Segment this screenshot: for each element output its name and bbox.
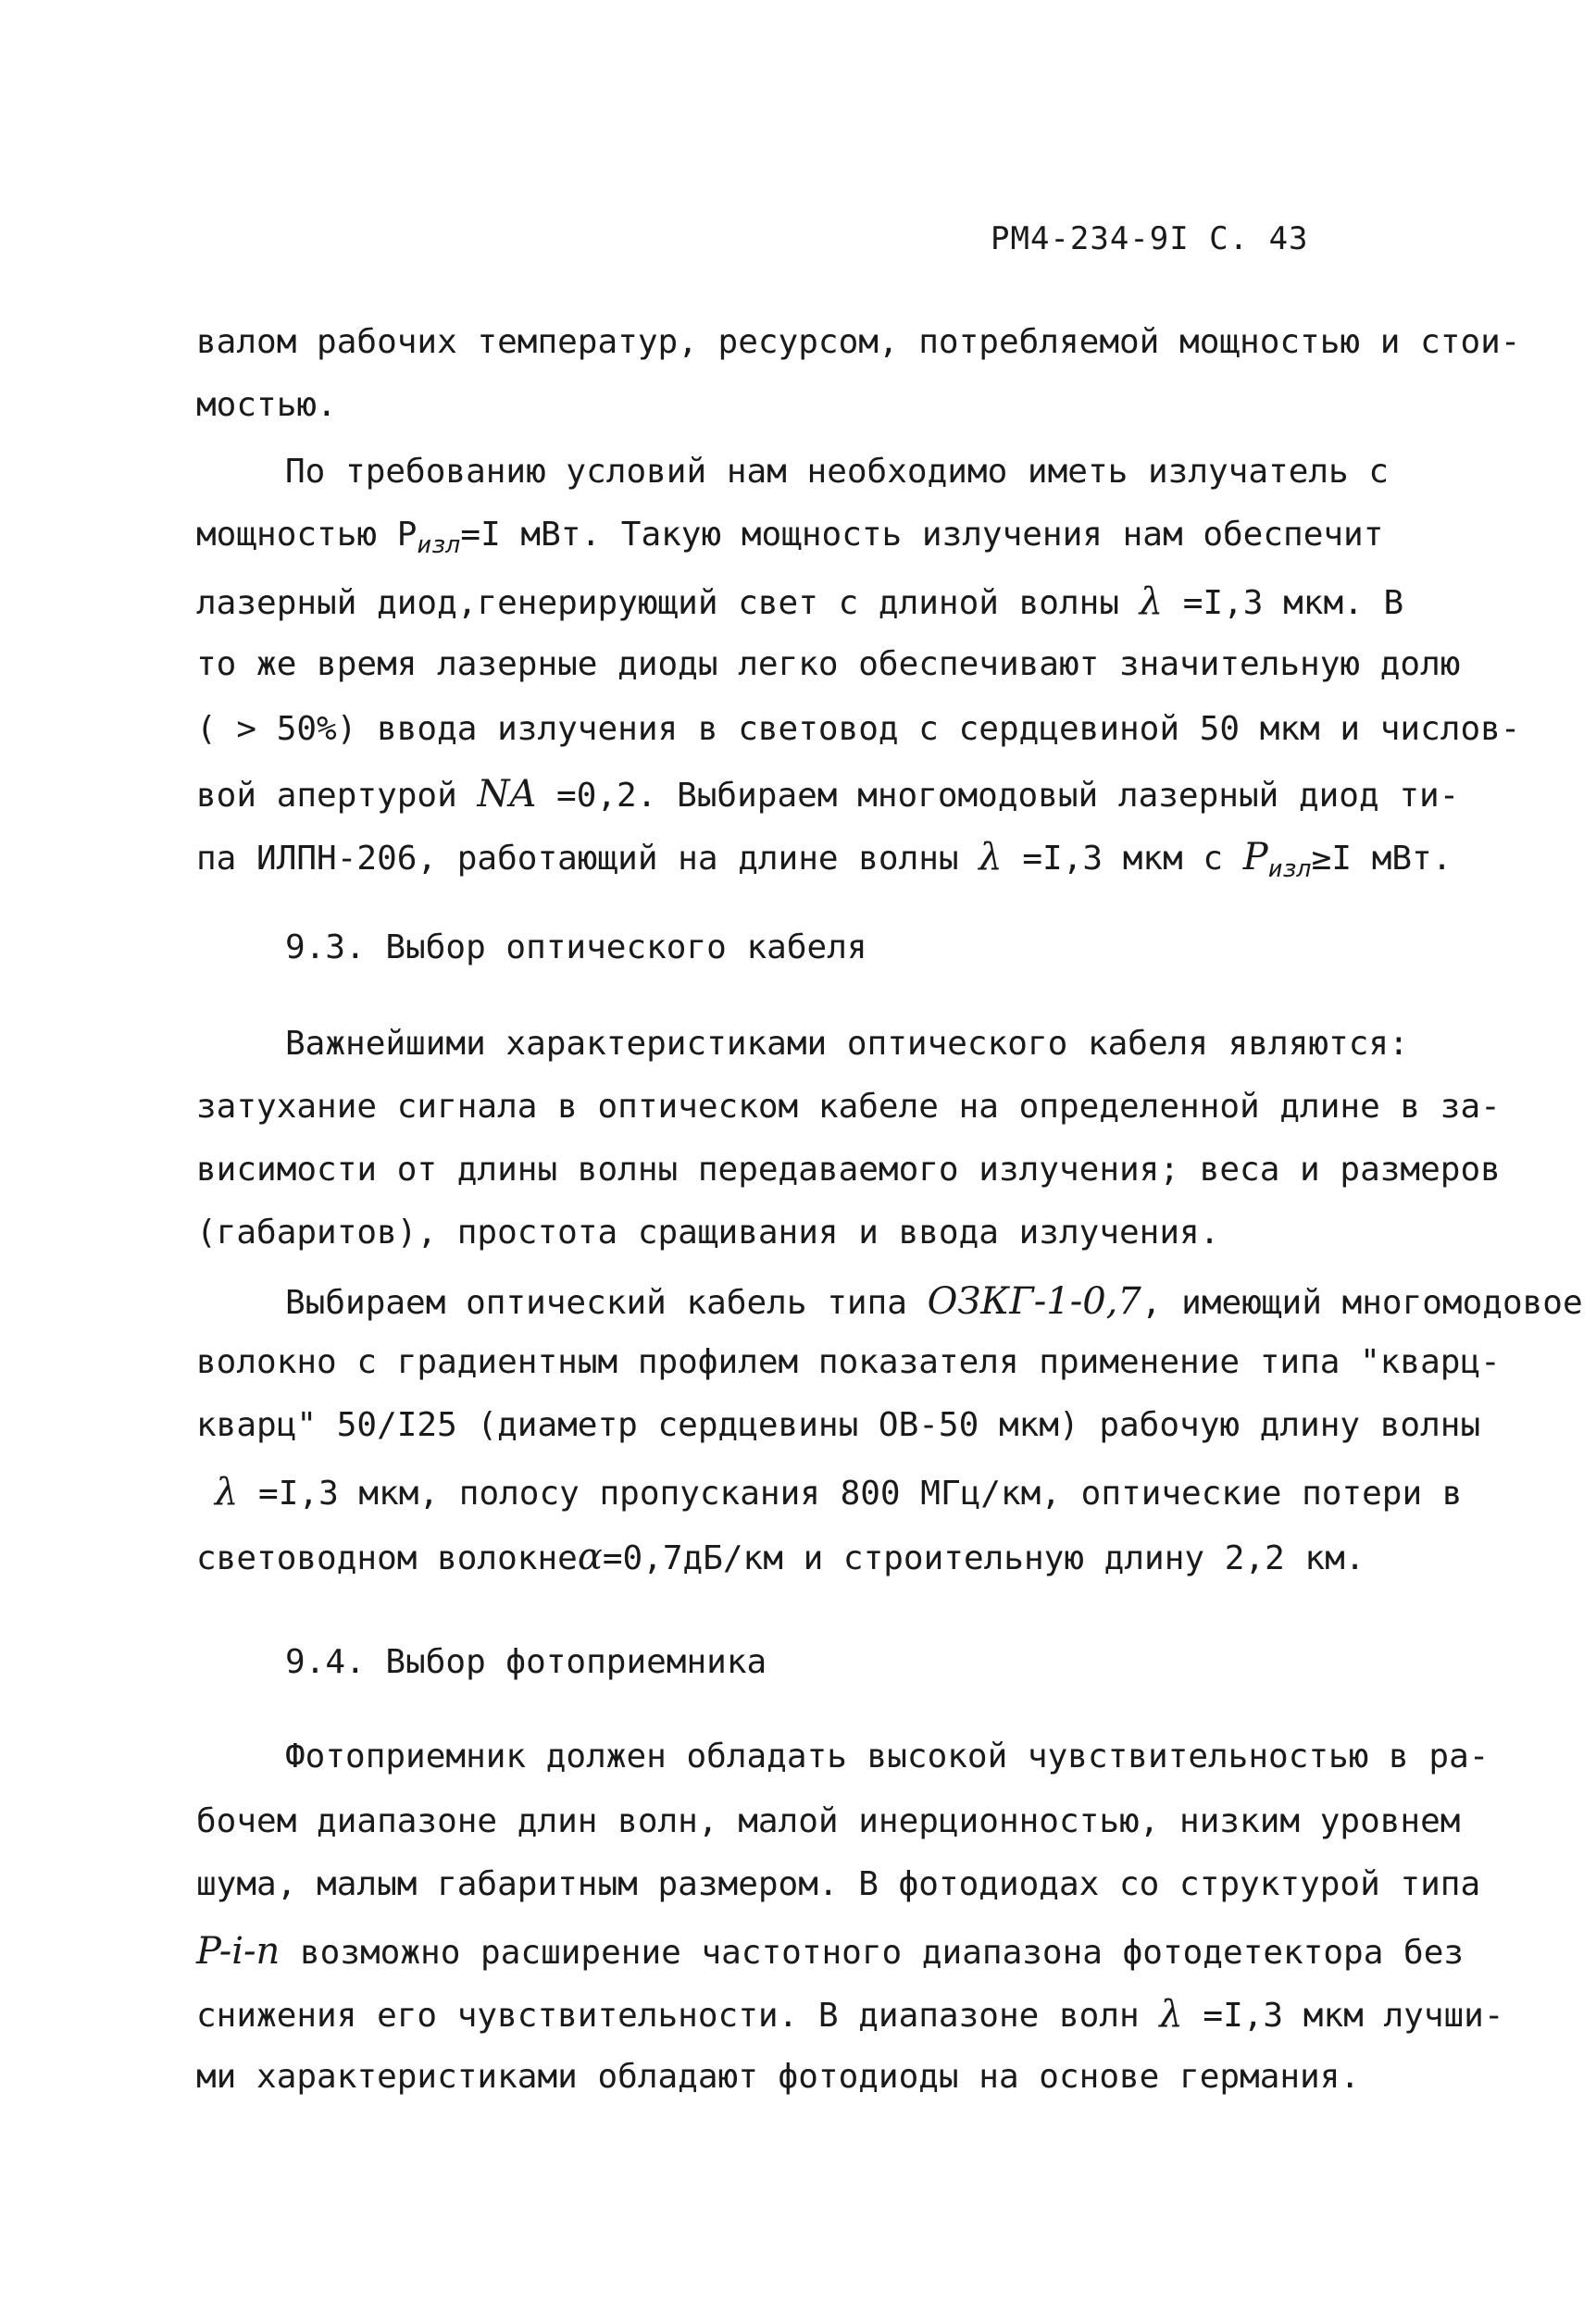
ge-sign: ≥ (1311, 840, 1332, 878)
text-line: λ =I,3 мкм, полосу пропускания 800 МГц/км, оптические потери в (215, 1471, 1463, 1514)
subscript: изл (417, 531, 461, 559)
text-line: шума, малым габаритным размером. В фотодиодах со структурой типа (196, 1865, 1481, 1903)
handwritten-cable-type: ОЗКГ-1-0,7 (927, 1280, 1141, 1323)
handwritten-lambda: λ (1139, 580, 1164, 623)
text-line: P-i-n возможно расширение частотного диапазона фотодетектора без (196, 1930, 1465, 1973)
text-line: затухание сигнала в оптическом кабеле на определенной длине в за- (196, 1088, 1501, 1126)
text-line: ми характеристиками обладают фотодиоды на основе германия. (196, 2058, 1361, 2096)
handwritten-pin: P-i-n (196, 1930, 281, 1973)
text-line: бочем диапазоне длин волн, малой инерционностью, низким уровнем (196, 1802, 1461, 1840)
handwritten-na: NA (477, 773, 537, 816)
text-line: световодном волокнеα=0,7дБ/км и строительную длину 2,2 км. (196, 1536, 1365, 1578)
text-line: лазерный диод,генерирующий свет с длиной волны λ =I,3 мкм. В (196, 580, 1404, 623)
text-line: мостью. (196, 386, 337, 424)
subscript: изл (1267, 855, 1312, 883)
text-line: ( > 50%) ввода излучения в световод с сердцевиной 50 мкм и числов- (196, 710, 1521, 748)
handwritten-lambda: λ (215, 1471, 239, 1514)
text-line: то же время лазерные диоды легко обеспечивают значительную долю (196, 645, 1461, 683)
text-line: По требованию условий нам необходимо иметь излучатель с (285, 453, 1390, 491)
text-line: вой апертурой NA =0,2. Выбираем многомодовый лазерный диод ти- (196, 773, 1460, 816)
handwritten-lambda: λ (979, 836, 1003, 878)
text-line: снижения его чувствительности. В диапазоне волн λ =I,3 мкм лучши- (196, 1993, 1504, 2036)
text-line: кварц" 50/I25 (диаметр сердцевины ОВ-50 мкм) рабочую длину волны (196, 1406, 1481, 1444)
handwritten-alpha: α (577, 1536, 603, 1578)
handwritten-lambda: λ (1159, 1993, 1183, 2036)
section-heading: 9.3. Выбор оптического кабеля (285, 928, 867, 966)
text-line: мощностью $P_{изл}=I$ мВт. Такую мощность излучения нам обеспечит (196, 516, 1384, 559)
section-heading: 9.4. Выбор фотоприемника (285, 1643, 767, 1681)
text-line: па ИЛПН-206, работающий на длине волны λ =I,3 мкм с $P_{изл}\ge I$ мВт. (196, 836, 1453, 883)
text-line: Выбираем оптический кабель типа ОЗКГ-1-0,7, имеющий многомодовое (285, 1280, 1583, 1323)
text-line: валом рабочих температур, ресурсом, потребляемой мощностью и стои- (196, 323, 1521, 361)
handwritten-p: P (1242, 836, 1268, 878)
text-line: волокно с градиентным профилем показателя применение типа "кварц- (196, 1343, 1501, 1381)
text-line: Важнейшими характеристиками оптического кабеля являются: (285, 1025, 1409, 1063)
text-line: Фотоприемник должен обладать высокой чувствительностью в ра- (285, 1738, 1490, 1775)
text-line: (габаритов), простота сращивания и ввода излучения. (196, 1214, 1220, 1252)
text-line: висимости от длины волны передаваемого излучения; веса и размеров (196, 1151, 1501, 1189)
page-header-code: РМ4-234-9I С. 43 (991, 220, 1309, 257)
